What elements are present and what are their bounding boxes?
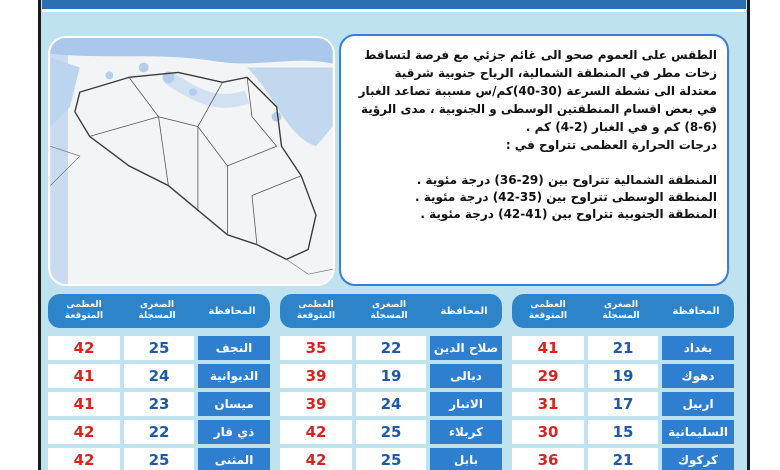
province-cell: ذي قار: [198, 420, 270, 444]
province-cell: السليمانية: [662, 420, 734, 444]
province-cell: الديوانية: [198, 364, 270, 388]
province-cell: اربيل: [662, 392, 734, 416]
header-province: المحافظة: [672, 305, 720, 317]
max-cell: 39: [280, 392, 352, 416]
table-1: [512, 294, 734, 470]
max-cell: 41: [48, 364, 120, 388]
forecast-panel: [339, 34, 729, 286]
table-row: [512, 392, 734, 416]
table-row: [280, 420, 502, 444]
table-row: [512, 448, 734, 470]
min-cell: 24: [356, 392, 426, 416]
min-cell: 23: [124, 392, 194, 416]
range-north: المنطقة الشمالية تتراوح بين (29-36) درجة مئوية .: [416, 173, 717, 187]
min-cell: 21: [588, 336, 658, 360]
province-cell: كركوك: [662, 448, 734, 470]
header-min: الصغرى المسجلة: [602, 300, 640, 321]
province-cell: ديالى: [430, 364, 502, 388]
min-cell: 25: [124, 336, 194, 360]
province-cell: النجف: [198, 336, 270, 360]
min-cell: 17: [588, 392, 658, 416]
max-cell: 31: [512, 392, 584, 416]
header-min: الصغرى المسجلة: [370, 300, 408, 321]
table-row: [280, 392, 502, 416]
table-row: [280, 364, 502, 388]
table-row: [48, 336, 270, 360]
table-header: [48, 294, 270, 328]
table-row: [48, 392, 270, 416]
max-cell: 41: [48, 392, 120, 416]
table-row: [48, 448, 270, 470]
table-row: [512, 336, 734, 360]
max-cell: 42: [280, 420, 352, 444]
table-row: [48, 420, 270, 444]
min-cell: 24: [124, 364, 194, 388]
header-max: العظمى المتوقعة: [528, 300, 568, 321]
iraq-map-image: [50, 38, 333, 284]
header-province: المحافظة: [440, 305, 488, 317]
min-cell: 25: [356, 420, 426, 444]
max-temperature-heading: درجات الحرارة العظمى تتراوح في :: [505, 138, 717, 152]
min-cell: 25: [356, 448, 426, 470]
province-cell: بغداد: [662, 336, 734, 360]
province-cell: المثنى: [198, 448, 270, 470]
max-cell: 39: [280, 364, 352, 388]
table-row: [512, 420, 734, 444]
table-row: [512, 364, 734, 388]
table-header: [512, 294, 734, 328]
table-2: [280, 294, 502, 470]
province-cell: كربلاء: [430, 420, 502, 444]
min-cell: 19: [356, 364, 426, 388]
header-max: العظمى المتوقعة: [64, 300, 104, 321]
header-province: المحافظة: [208, 305, 256, 317]
min-cell: 21: [588, 448, 658, 470]
max-cell: 41: [512, 336, 584, 360]
table-3: [48, 294, 270, 470]
table-header: [280, 294, 502, 328]
province-cell: دهوك: [662, 364, 734, 388]
forecast-paragraph: الطقس على العموم صحو الى غائم جزئي مع فرصة لتساقط زخات مطر في المنطقة الشمالية، الرياح جنوبية شرقية معتدلة الى نشطة السرعة (30-40)كم/س مسببة تصاعد الغبار في بعض اقسام المنطقتين الوسطى و الجنوبية ، مدى الرؤية (6-8) كم و في الغبار (2-4) كم .: [358, 48, 717, 134]
max-cell: 42: [48, 336, 120, 360]
temperature-tables: [48, 294, 738, 470]
province-cell: الانبار: [430, 392, 502, 416]
header-min: الصغرى المسجلة: [138, 300, 176, 321]
table-row: [280, 448, 502, 470]
max-cell: 42: [280, 448, 352, 470]
max-cell: 36: [512, 448, 584, 470]
province-cell: ميسان: [198, 392, 270, 416]
range-south: المنطقة الجنوبية تتراوح بين (41-42) درجة مئوية .: [420, 207, 717, 221]
max-cell: 42: [48, 448, 120, 470]
table-row: [280, 336, 502, 360]
header-max: العظمى المتوقعة: [296, 300, 336, 321]
min-cell: 15: [588, 420, 658, 444]
range-central: المنطقة الوسطى تتراوح بين (35-42) درجة مئوية .: [414, 190, 717, 204]
top-bar: [42, 0, 746, 12]
province-cell: صلاح الدين: [430, 336, 502, 360]
province-cell: بابل: [430, 448, 502, 470]
max-cell: 29: [512, 364, 584, 388]
max-cell: 30: [512, 420, 584, 444]
max-cell: 42: [48, 420, 120, 444]
min-cell: 22: [356, 336, 426, 360]
min-cell: 25: [124, 448, 194, 470]
min-cell: 19: [588, 364, 658, 388]
max-cell: 35: [280, 336, 352, 360]
min-cell: 22: [124, 420, 194, 444]
weather-map: [48, 36, 335, 286]
table-row: [48, 364, 270, 388]
